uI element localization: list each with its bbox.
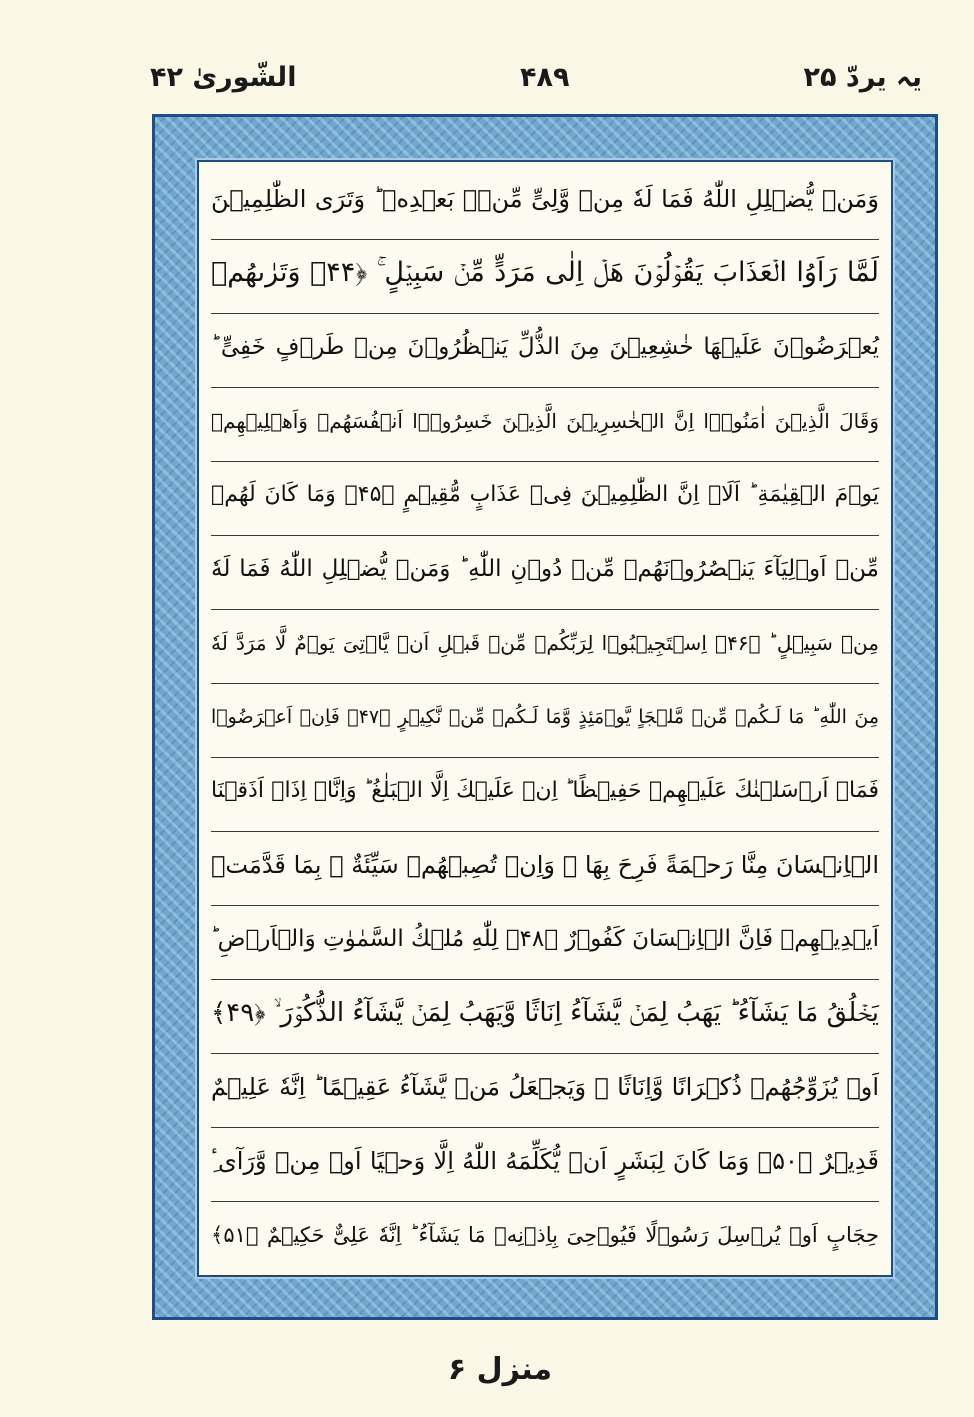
juz-label: یہ یردّ ۲۵ (803, 62, 922, 93)
text-panel (197, 160, 893, 1277)
verse-line: اَوۡ يُزَوِّجُهُمۡ ذُكۡرَانًا وَّاِنَاثًا ۚ وَيَجۡعَلُ مَنۡ يَّشَآءُ عَقِيۡمًا ؕ اِنَّهٗ عَلِيۡمٌ (211, 1054, 879, 1128)
verse-line: الۡاِنۡسَانَ مِنَّا رَحۡمَةً فَرِحَ بِهَا ۚ وَاِنۡ تُصِبۡهُمۡ سَيِّئَةٌ ۢ بِمَا قَدَّمَتۡ (211, 832, 879, 906)
decorative-border (152, 114, 938, 1320)
verse-line: يَوۡمَ الۡقِيٰمَةِ ؕ اَلَاۤ اِنَّ الظّٰلِمِيۡنَ فِىۡ عَذَابٍ مُّقِيۡمٍ ﴿۴۵﴾ وَمَا كَانَ لَهُمۡ (211, 462, 879, 536)
surah-label: الشّوریٰ ۴۲ (150, 62, 297, 93)
verse-line: وَقَالَ الَّذِيۡنَ اٰمَنُوۡۤا اِنَّ الۡخٰسِرِيۡنَ الَّذِيۡنَ خَسِرُوۡۤا اَنۡفُسَهُمۡ وَاَهۡلِيۡهِمۡ (211, 388, 879, 462)
verse-line: فَمَاۤ اَرۡسَلۡنٰكَ عَلَيۡهِمۡ حَفِيۡظًا ؕ اِنۡ عَلَيۡكَ اِلَّا الۡبَلٰغُ ؕ وَاِنَّاۤ اِذَاۤ اَذَقۡنَا (211, 758, 879, 832)
verse-line: لَمَّا رَاَوُا الۡعَذَابَ يَقُوۡلُوۡنَ هَلۡ اِلٰى مَرَدٍّ مِّنۡ سَبِيۡلٍ ۚ‏ ﴿۴۴﴾ وَتَرٰٮهُمۡ (211, 240, 879, 314)
page-header (0, 62, 974, 112)
manzil-label: منزل ۶ (447, 1352, 553, 1387)
verse-line: اَيۡدِيۡهِمۡ فَاِنَّ الۡاِنۡسَانَ كَفُوۡرٌ ﴿۴۸﴾ لِلّٰهِ مُلۡكُ السَّمٰوٰتِ وَالۡاَرۡضِ ؕ (211, 906, 879, 980)
verse-line: وَمَنۡ يُّضۡلِلِ اللّٰهُ فَمَا لَهٗ مِنۡ وَّلِىٍّ مِّنۡۢ بَعۡدِهٖ ؕ وَتَرَى الظّٰلِمِيۡنَ (211, 166, 879, 240)
page-number: ۴۸۹ (520, 62, 570, 93)
verse-line: يَخۡلُقُ مَا يَشَآءُ ؕ يَهَبُ لِمَنۡ يَّشَآءُ اِنَاثًا وَّيَهَبُ لِمَنۡ يَّشَآءُ الذُّكُوۡرَ ۙ ﴿۴۹﴾ (211, 980, 879, 1054)
verse-line: مِنۡ سَبِيۡلٍ ؕ ﴿۴۶﴾ اِسۡتَجِيۡبُوۡا لِرَبِّكُمۡ مِّنۡ قَبۡلِ اَنۡ يَّاۡتِىَ يَوۡمٌ لَّا مَرَدَّ لَهٗ (211, 610, 879, 684)
verse-line: حِجَابٍ اَوۡ يُرۡسِلَ رَسُوۡلًا فَيُوۡحِىَ بِاِذۡنِهٖ مَا يَشَآءُ ؕ اِنَّهٗ عَلِىٌّ حَكِيۡمٌ ﴿۵۱﴾ (211, 1202, 879, 1276)
verse-line: مِنَ اللّٰهِ ؕ مَا لَـكُمۡ مِّنۡ مَّلۡجَاٍ يَّوۡمَئِذٍ وَّمَا لَـكُمۡ مِّنۡ نَّكِيۡرٍ ﴿۴۷﴾ فَاِنۡ اَعۡرَضُوۡا (211, 684, 879, 758)
verse-line: مِّنۡ اَوۡلِيَآءَ يَنۡصُرُوۡنَهُمۡ مِّنۡ دُوۡنِ اللّٰهِ ؕ وَمَنۡ يُّضۡلِلِ اللّٰهُ فَمَا لَهٗ (211, 536, 879, 610)
verse-line: قَدِيۡرٌ ﴿۵۰﴾ وَمَا كَانَ لِبَشَرٍ اَنۡ يُّكَلِّمَهُ اللّٰهُ اِلَّا وَحۡيًا اَوۡ مِنۡ وَّرَآىٴِ (211, 1128, 879, 1202)
verse-line: يُعۡرَضُوۡنَ عَلَيۡهَا خٰشِعِيۡنَ مِنَ الذُّلِّ يَنۡظُرُوۡنَ مِنۡ طَرۡفٍ خَفِىٍّ ؕ (211, 314, 879, 388)
